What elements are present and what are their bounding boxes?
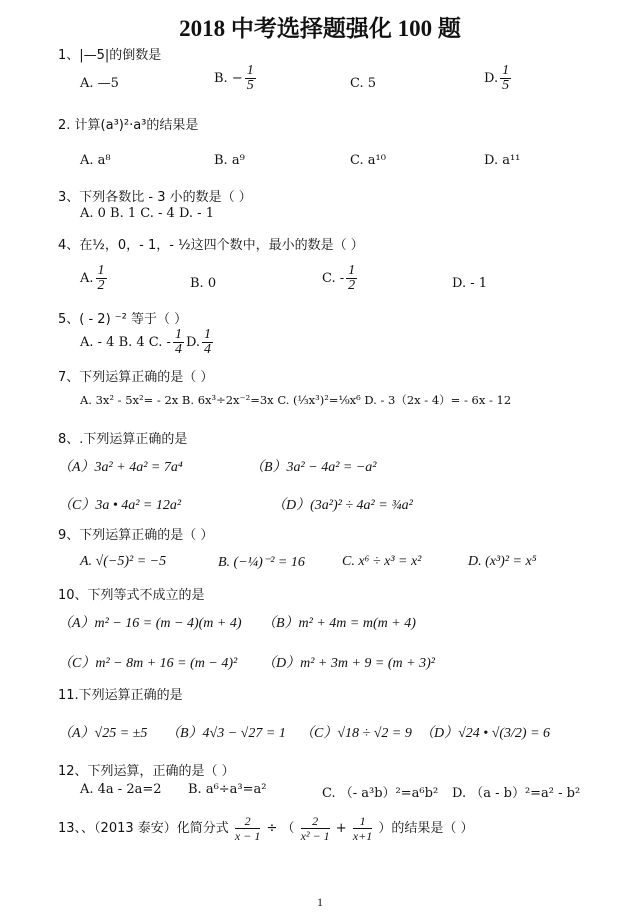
question-4-stem: 4、在½，0，- 1，- ½这四个数中，最小的数是（ ） [58, 238, 364, 253]
question-1-stem: 1、|—5|的倒数是 [58, 48, 162, 63]
q8-option-c: （C）3a • 4a² = 12a² [58, 498, 182, 513]
q4-option-c: C. - $\frac{1}{2}$ [322, 263, 356, 293]
question-11-stem: 11.下列运算正确的是 [58, 688, 183, 703]
question-2-stem: 2. 计算(a³)²·a³的结果是 [58, 118, 199, 133]
q9-option-d: D. (x³)² = x⁵ [468, 554, 537, 569]
q2-option-b: B. a⁹ [214, 153, 245, 168]
question-12-stem: 12、下列运算，正确的是（ ） [58, 764, 235, 779]
q4-option-a: A. $\frac{1}{2}$ [80, 263, 105, 293]
q8-option-d: （D）(3a²)² ÷ 4a² = ¾a² [272, 498, 413, 513]
q4-option-b: B. 0 [190, 276, 217, 291]
question-13-stem: 13、、（2013 泰安）化简分式 $\frac{2}{x - 1}$ ÷ （ $\frac{2}{\text{x² − 1}}$ + $\frac{1}{x+1}$ ）的结果是（ ） [58, 814, 474, 843]
q11-option-a: （A）√25 = ±5 [58, 726, 148, 741]
q9-option-c: C. x⁶ ÷ x³ = x² [342, 554, 422, 569]
q2-option-a: A. a⁸ [80, 153, 111, 168]
q12-option-a: A. 4a - 2a=2 [80, 782, 162, 797]
question-9-stem: 9、下列运算正确的是（ ） [58, 528, 214, 543]
q11-option-d: （D）√24 • √(3/2) = 6 [420, 726, 551, 741]
q1-option-c: C. 5 [350, 76, 377, 91]
q11-option-c: （C）√18 ÷ √2 = 9 [300, 726, 412, 741]
page-number: 1 [317, 895, 323, 909]
q8-option-a: （A）3a² + 4a² = 7a⁴ [58, 460, 183, 475]
q4-option-d: D. - 1 [452, 276, 488, 291]
q9-option-a: A. √(−5)² = −5 [80, 554, 167, 569]
page-title: 2018 中考选择题强化 100 题 [179, 16, 461, 41]
question-5-stem: 5、( - 2) ⁻² 等于（ ） [58, 312, 188, 327]
q8-option-b: （B）3a² − 4a² = −a² [250, 460, 377, 475]
q12-option-b: B. a⁶÷a³=a² [188, 782, 267, 797]
q1-option-d: D. $\frac{1}{5}$ [484, 63, 510, 93]
q1-option-a: A. —5 [80, 76, 119, 91]
q10-option-a: （A）m² − 16 = (m − 4)(m + 4) [58, 616, 242, 631]
question-8-stem: 8、.下列运算正确的是 [58, 432, 188, 447]
question-7-stem: 7、下列运算正确的是（ ） [58, 370, 214, 385]
q10-option-b: （B）m² + 4m = m(m + 4) [262, 616, 416, 631]
q12-option-d: D. （a - b）²=a² - b² [452, 786, 581, 801]
q11-option-b: （B）4√3 − √27 = 1 [166, 726, 286, 741]
q2-option-c: C. a¹⁰ [350, 153, 386, 168]
q10-option-d: （D）m² + 3m + 9 = (m + 3)² [262, 656, 435, 671]
q7-options: A. 3x² - 5x²= - 2x B. 6x³÷2x⁻²=3x C. (⅓x³)²=⅑x⁶ D. - 3（2x - 4）= - 6x - 12 [80, 393, 512, 407]
q10-option-c: （C）m² − 8m + 16 = (m − 4)² [58, 656, 238, 671]
q12-option-c: C. （- a³b）²=a⁶b² [322, 786, 439, 801]
q3-options: A. 0 B. 1 C. - 4 D. - 1 [80, 206, 214, 221]
question-10-stem: 10、下列等式不成立的是 [58, 588, 205, 603]
q5-options-abc: A. - 4 B. 4 C. - $\frac{1}{4}$ D. $\frac{1}{4}$ [80, 327, 212, 357]
q1-option-b: B. − $\frac{1}{5}$ [214, 63, 254, 93]
question-3-stem: 3、下列各数比 - 3 小的数是（ ） [58, 190, 252, 205]
q9-option-b: B. (−¼)⁻² = 16 [218, 555, 305, 570]
q2-option-d: D. a¹¹ [484, 153, 521, 168]
